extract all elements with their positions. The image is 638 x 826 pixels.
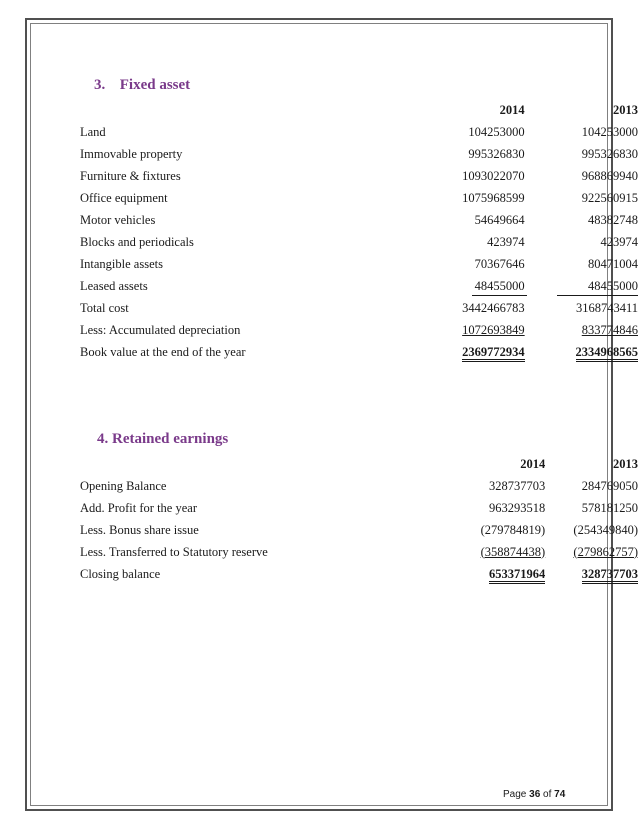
table-header-row: [80, 453, 638, 475]
table-row-total: [80, 297, 638, 319]
table-row: [80, 121, 638, 143]
row-label: Less: Accumulated depreciation: [80, 322, 241, 337]
row-label: Add. Profit for the year: [80, 500, 197, 515]
value-2014: 995326830: [468, 146, 525, 161]
retained-earnings-table: [80, 453, 638, 585]
value-2013: 423974: [600, 234, 638, 249]
value-2014: 70367646: [474, 256, 525, 271]
row-label: Closing balance: [80, 566, 161, 581]
value-2014: 54649664: [474, 212, 525, 227]
value-2013: 328737703: [582, 567, 638, 584]
table-row: [80, 497, 638, 519]
value-2014: (358874438): [480, 544, 546, 559]
table-row: [80, 475, 638, 497]
row-label: Less. Bonus share issue: [80, 522, 199, 537]
value-2014: (279784819): [480, 522, 546, 537]
value-2013: 968869940: [581, 168, 638, 183]
table-row: [80, 519, 638, 541]
value-2013: 2334968565: [576, 345, 638, 362]
header-2014: 2014: [499, 102, 525, 117]
header-2014: 2014: [520, 456, 546, 471]
table-row: [80, 275, 638, 297]
table-row: [80, 231, 638, 253]
row-label: Leased assets: [80, 278, 148, 293]
value-2013: 48382748: [588, 212, 638, 227]
table-header-row: [80, 99, 638, 121]
table-row: [80, 143, 638, 165]
table-row-closing: [80, 563, 638, 585]
value-2014: 48455000: [474, 278, 525, 293]
value-2013: 3168743411: [525, 297, 638, 319]
row-label: Motor vehicles: [80, 212, 156, 227]
footer-page-number: 36: [529, 789, 541, 800]
row-label: Land: [80, 124, 106, 139]
value-2013: 922560915: [581, 190, 638, 205]
row-label: Blocks and periodicals: [80, 234, 194, 249]
value-2013: (254349840): [573, 522, 638, 537]
header-label-cell: [80, 99, 276, 121]
footer-of: of: [543, 789, 552, 800]
retained-earnings-heading: 4. Retained earnings: [97, 431, 229, 447]
table-row-depreciation: [80, 319, 638, 341]
value-2014: 1093022070: [462, 168, 525, 183]
row-label: Furniture & fixtures: [80, 168, 181, 183]
row-label: Office equipment: [80, 190, 168, 205]
value-2014: 104253000: [468, 124, 525, 139]
row-label: Immovable property: [80, 146, 183, 161]
table-row: [80, 187, 638, 209]
table-row: [80, 209, 638, 231]
value-2014: 3442466783: [276, 297, 525, 319]
value-2014: 1072693849: [462, 322, 525, 337]
table-row-book-value: [80, 341, 638, 363]
value-2014: 1075968599: [462, 190, 525, 205]
value-2013: 578181250: [581, 500, 638, 515]
row-label: Opening Balance: [80, 478, 167, 493]
footer-total-pages: 74: [554, 789, 566, 800]
row-label: Intangible assets: [80, 256, 163, 271]
table-row: [80, 253, 638, 275]
fixed-asset-heading: [94, 77, 190, 94]
row-label: Total cost: [80, 300, 129, 315]
value-2014: 963293518: [488, 500, 546, 515]
table-row: [80, 541, 638, 563]
header-2013: 2013: [613, 456, 638, 471]
row-label: Less. Transferred to Statutory reserve: [80, 544, 268, 559]
section-title: Fixed asset: [119, 77, 191, 93]
value-2014: 423974: [487, 234, 525, 249]
table-row: [80, 165, 638, 187]
section-number: 3.: [94, 77, 106, 93]
value-2013: 104253000: [581, 124, 638, 139]
value-2014: 328737703: [488, 478, 546, 493]
fixed-asset-table: [80, 99, 638, 363]
value-2013: 80471004: [588, 256, 638, 271]
value-2013: 995326830: [581, 146, 638, 161]
value-2013: 48455000: [588, 278, 638, 293]
header-2013: 2013: [613, 102, 638, 117]
page-footer: [503, 789, 565, 800]
value-2014: 2369772934: [462, 345, 525, 362]
value-2013: 833774846: [581, 322, 638, 337]
value-2014: 653371964: [489, 567, 545, 584]
value-2013: 284769050: [581, 478, 638, 493]
footer-prefix: Page: [503, 789, 527, 800]
header-label-cell: [80, 453, 279, 475]
value-2013: (279862757): [573, 544, 638, 559]
row-label: Book value at the end of the year: [80, 344, 246, 359]
